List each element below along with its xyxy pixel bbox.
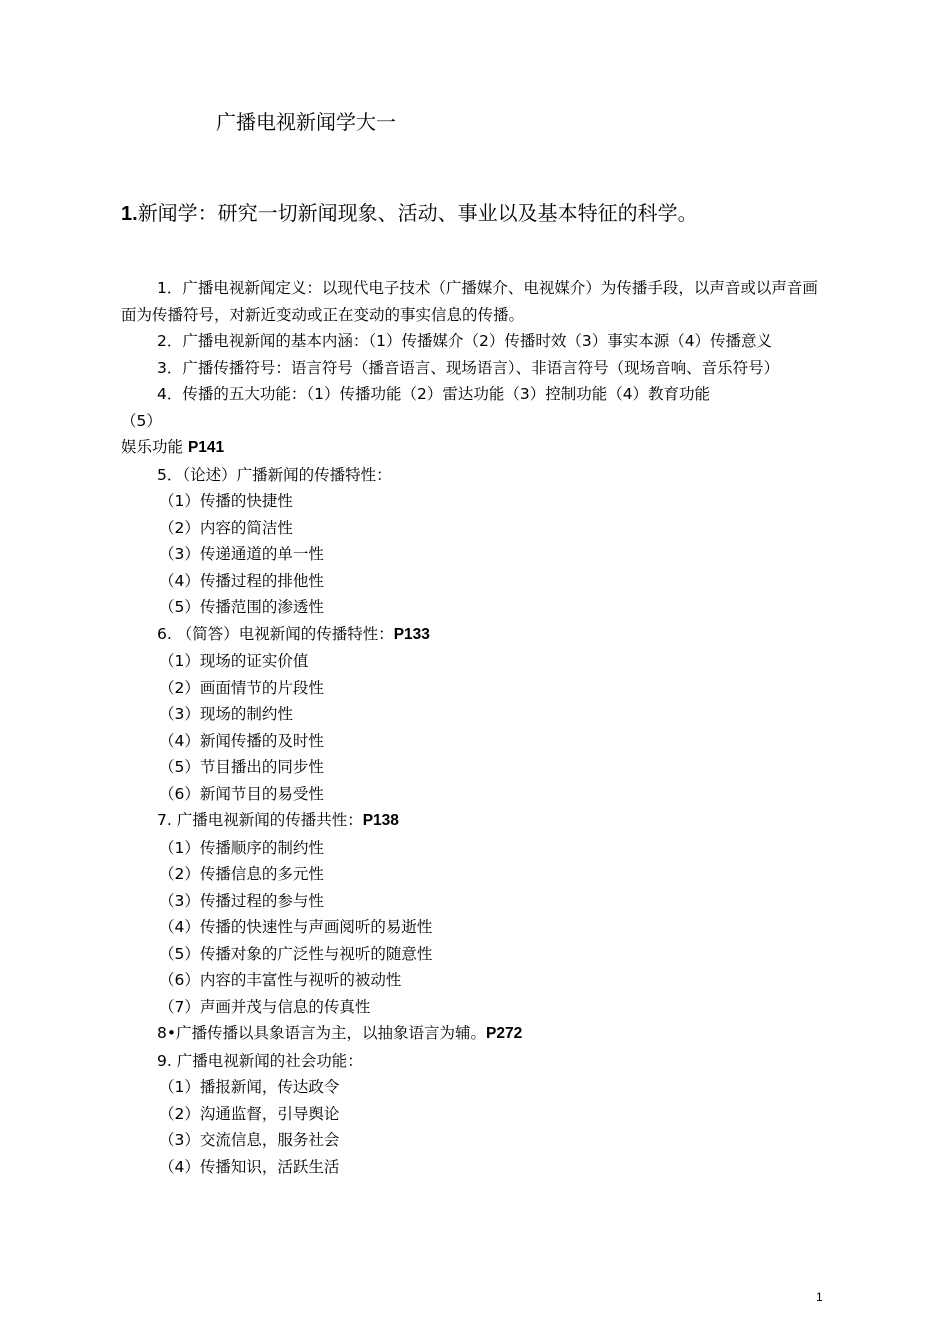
list-item: （4）新闻传播的及时性 (159, 731, 324, 750)
paragraph-functions-cont: （5） (121, 411, 162, 430)
list-item: （5）传播对象的广泛性与视听的随意性 (159, 944, 433, 963)
paragraph-functions-end (121, 434, 821, 462)
section-8-text: 8•广播传播以具象语言为主，以抽象语言为辅。 (157, 1024, 487, 1042)
section-9-header: 9. 广播电视新闻的社会功能： (157, 1051, 363, 1070)
list-item: （5）传播范围的渗透性 (159, 598, 324, 616)
list-item: （2）内容的简洁性 (159, 518, 293, 537)
list-item: （2）传播信息的多元性 (159, 865, 324, 883)
section-7-header (121, 807, 821, 835)
list-item: （2）画面情节的片段性 (159, 678, 324, 697)
list-item: （3）传递通道的单一性 (159, 545, 324, 563)
list-item: （3）交流信息，服务社会 (159, 1131, 340, 1149)
heading-text: 新闻学：研究一切新闻现象、活动、事业以及基本特征的科学。 (137, 201, 698, 225)
list-item: （4）传播的快速性与声画阅听的易逝性 (159, 918, 433, 936)
document-title: 广播电视新闻学大一 (216, 110, 396, 134)
section-6-text: 6. （简答）电视新闻的传播特性： (157, 624, 394, 643)
list-item: （4）传播知识，活跃生活 (159, 1157, 340, 1176)
page-number: 1 (816, 1290, 823, 1304)
paragraph-symbols: 3．广播传播符号：语言符号（播音语言、现场语言）、非语言符号（现场音响、音乐符号） (157, 358, 780, 377)
section-8-line (121, 1020, 821, 1048)
page-reference: P133 (393, 625, 430, 643)
list-item: （1）传播的快捷性 (159, 492, 293, 510)
list-item: （4）传播过程的排他性 (159, 571, 324, 590)
list-item: （2）沟通监督，引导舆论 (159, 1104, 340, 1123)
page-reference: P141 (187, 439, 225, 456)
list-item: （3）现场的制约性 (159, 705, 293, 723)
section-5-header: 5．（论述）广播新闻的传播特性： (157, 465, 392, 484)
list-item: （3）传播过程的参与性 (159, 891, 324, 910)
list-item: （1）播报新闻，传达政令 (159, 1078, 340, 1096)
document-body (121, 275, 821, 1180)
list-item: （6）内容的丰富性与视听的被动性 (159, 971, 402, 989)
paragraph-definition: 1．广播电视新闻定义：以现代电子技术（广播媒介、电视媒介）为传播手段，以声音或以声音画面为传播符号，对新近变动或正在变动的事实信息的传播。 (121, 279, 818, 324)
section-6-header (121, 621, 821, 649)
page-reference: P138 (362, 812, 399, 829)
page-reference: P272 (486, 1025, 523, 1042)
section-heading (121, 198, 698, 229)
list-item: （7）声画并茂与信息的传真性 (159, 997, 371, 1016)
functions-end-text: 娱乐功能 (121, 438, 184, 456)
list-item: （1）现场的证实价值 (159, 652, 309, 670)
heading-number: 1. (121, 203, 138, 225)
list-item: （1）传播顺序的制约性 (159, 838, 324, 857)
paragraph-connotation: 2．广播电视新闻的基本内涵：（1）传播媒介（2）传播时效（3）事实本源（4）传播意义 (157, 332, 773, 350)
list-item: （6）新闻节目的易受性 (159, 784, 324, 803)
list-item: （5）节目播出的同步性 (159, 758, 324, 776)
paragraph-functions: 4．传播的五大功能：（1）传播功能（2）雷达功能（3）控制功能（4）教育功能 (157, 385, 711, 403)
section-7-text: 7. 广播电视新闻的传播共性： (157, 811, 363, 829)
